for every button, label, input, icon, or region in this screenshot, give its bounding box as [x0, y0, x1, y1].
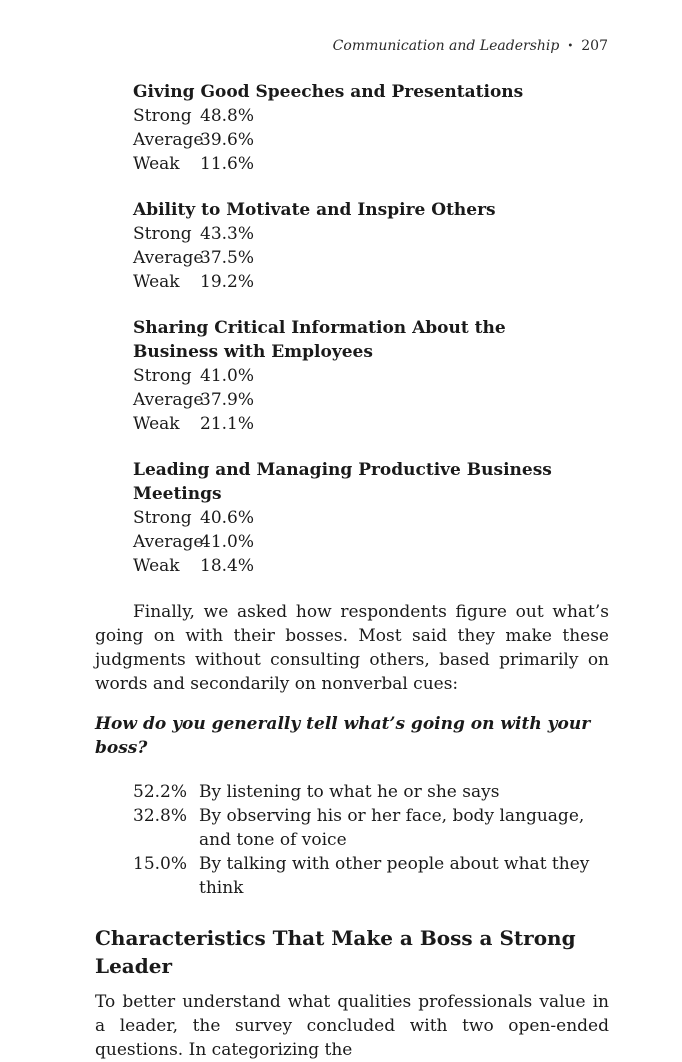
page-number: 207	[581, 38, 608, 54]
stat-label: Average	[133, 248, 204, 268]
stat-label: Strong	[133, 224, 192, 244]
answer-percent: 15.0%	[133, 854, 188, 874]
stat-row	[133, 222, 609, 246]
stat-row	[133, 270, 609, 294]
answer-item	[133, 804, 609, 852]
stat-block-title: Ability to Motivate and Inspire Others	[133, 200, 496, 220]
stat-label: Average	[133, 390, 204, 410]
stat-row	[133, 364, 609, 388]
answer-text: By talking with other people about what they think	[199, 854, 590, 898]
running-title: Communication and Leadership	[332, 38, 560, 54]
body-paragraph: Finally, we asked how respondents figure out what’s going on with their bosses. Most said they make these judgments without consulting others, based primarily on words and secondarily on nonverbal cues:	[95, 602, 609, 694]
running-header	[333, 38, 608, 54]
stat-row	[133, 104, 609, 128]
stat-row	[133, 128, 609, 152]
stat-block-motivate	[133, 198, 609, 294]
stat-label: Weak	[133, 272, 180, 292]
stat-row	[133, 412, 609, 436]
stat-label: Strong	[133, 508, 192, 528]
stat-value: 39.6%	[200, 130, 255, 150]
stat-row	[133, 530, 609, 554]
stat-block-title: Leading and Managing Productive Business Meetings	[133, 460, 552, 504]
stat-block-title: Giving Good Speeches and Presentations	[133, 82, 524, 102]
answer-item	[133, 780, 609, 804]
stat-value: 43.3%	[200, 224, 255, 244]
stat-label: Weak	[133, 556, 180, 576]
stat-value: 37.5%	[200, 248, 255, 268]
stat-row	[133, 506, 609, 530]
stat-block-sharing-info	[133, 316, 609, 436]
stat-label: Weak	[133, 154, 180, 174]
stat-value: 48.8%	[200, 106, 255, 126]
stat-value: 18.4%	[200, 556, 255, 576]
stat-label: Weak	[133, 414, 180, 434]
answer-text: By listening to what he or she says	[199, 782, 500, 802]
stat-block-speeches	[133, 80, 609, 176]
stat-label: Average	[133, 532, 204, 552]
section-heading: Characteristics That Make a Boss a Strong Leader	[95, 926, 576, 978]
stat-value: 41.0%	[200, 532, 255, 552]
page-content	[95, 80, 609, 1062]
body-paragraph: To better understand what qualities professionals value in a leader, the survey concluded with two open-ended questions. In categorizing the	[95, 992, 609, 1060]
stat-row	[133, 388, 609, 412]
stat-block-meetings	[133, 458, 609, 578]
stat-row	[133, 246, 609, 270]
stat-value: 41.0%	[200, 366, 255, 386]
stat-label: Strong	[133, 366, 192, 386]
survey-question: How do you generally tell what’s going on with your boss?	[95, 714, 591, 758]
answer-text: By observing his or her face, body language, and tone of voice	[199, 806, 585, 850]
stat-value: 37.9%	[200, 390, 255, 410]
stat-label: Strong	[133, 106, 192, 126]
stat-value: 11.6%	[200, 154, 255, 174]
answer-percent: 52.2%	[133, 782, 188, 802]
stat-row	[133, 554, 609, 578]
answer-item	[133, 852, 609, 900]
stat-value: 21.1%	[200, 414, 255, 434]
stat-value: 40.6%	[200, 508, 255, 528]
stat-block-title: Sharing Critical Information About the Business with Employees	[133, 318, 506, 362]
header-bullet: •	[567, 40, 574, 52]
answer-percent: 32.8%	[133, 806, 188, 826]
stat-value: 19.2%	[200, 272, 255, 292]
stat-label: Average	[133, 130, 204, 150]
answer-list	[133, 780, 609, 900]
stat-row	[133, 152, 609, 176]
